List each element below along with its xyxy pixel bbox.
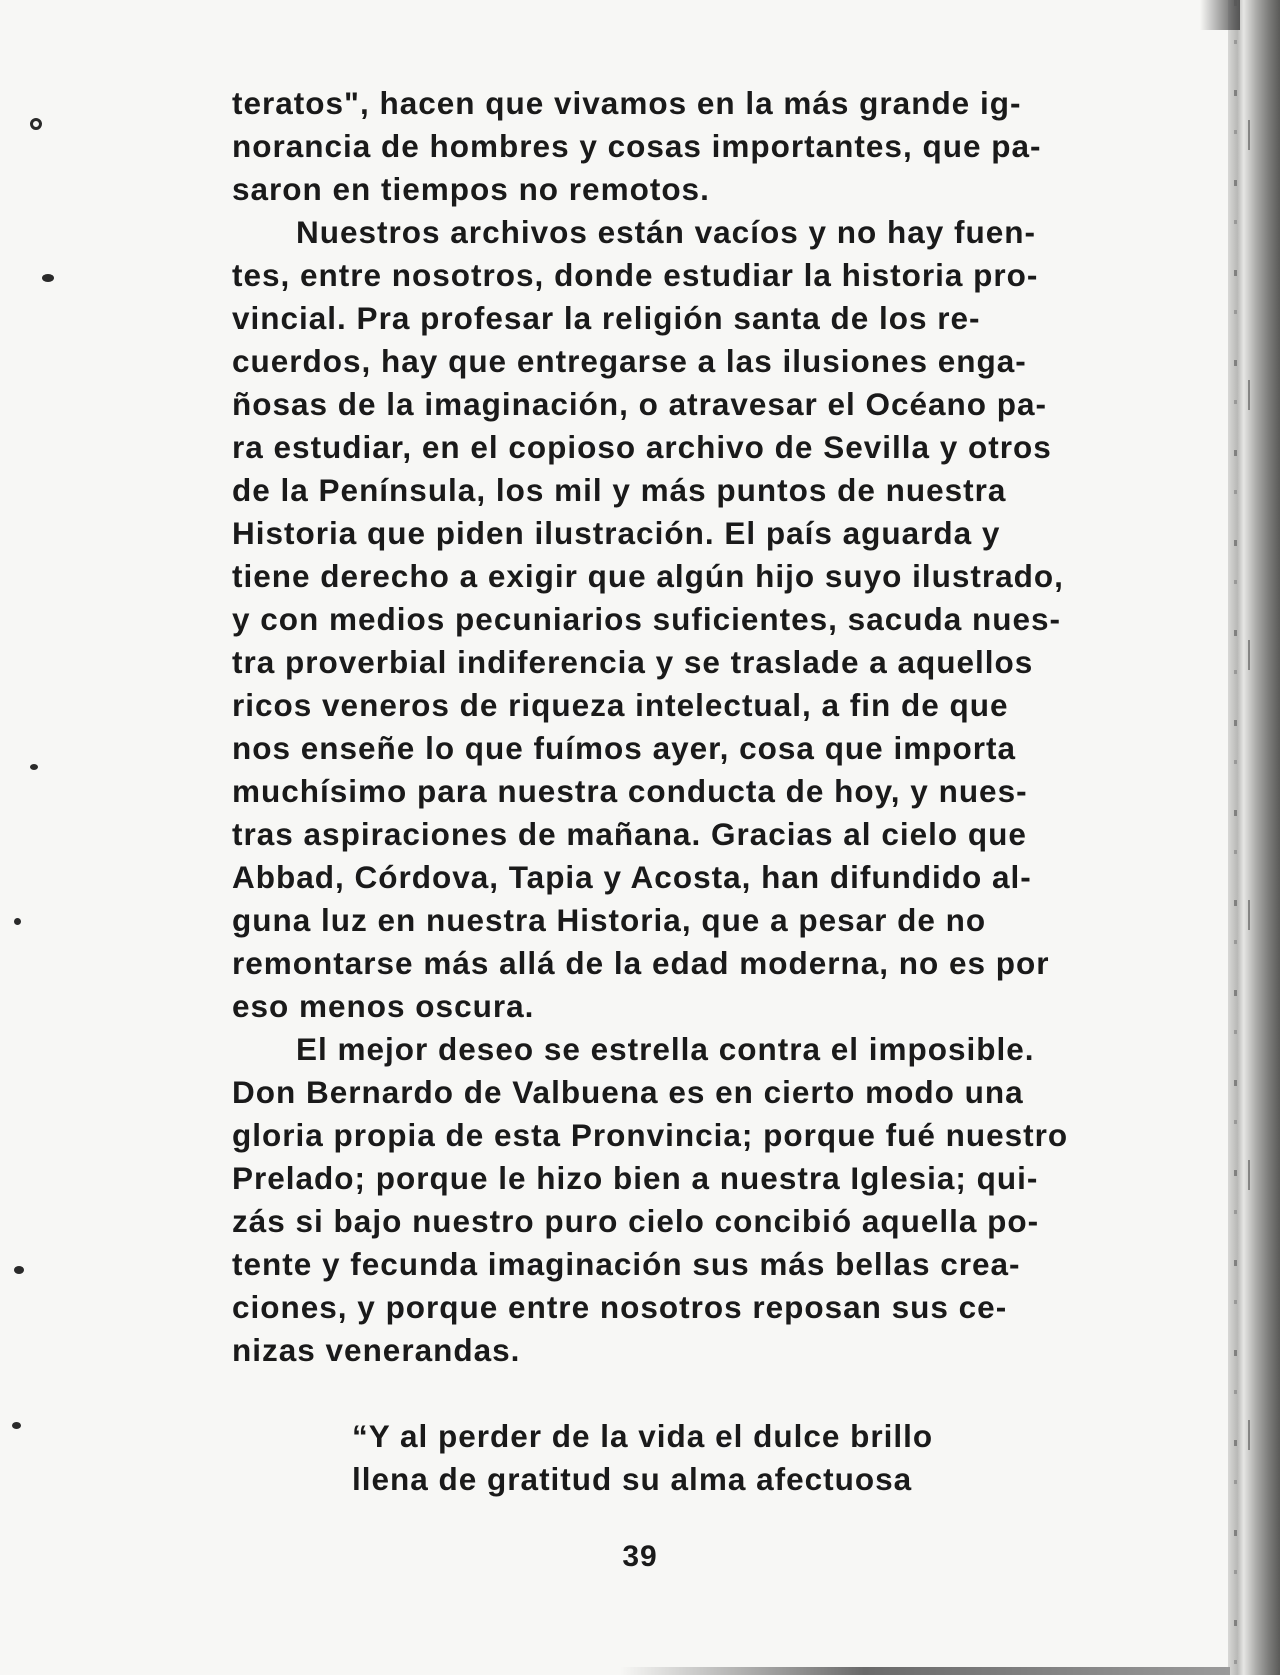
body-text	[232, 82, 1112, 1372]
text-line: Abbad, Córdova, Tapia y Acosta, han difundido al-	[232, 859, 1032, 895]
margin-speck	[30, 118, 42, 130]
text-line: saron en tiempos no remotos.	[232, 171, 710, 207]
text-line: Nuestros archivos están vacíos y no hay fuen-	[296, 214, 1036, 250]
text-line: ñosas de la imaginación, o atravesar el Océano pa-	[232, 386, 1048, 422]
text-line: nizas venerandas.	[232, 1332, 521, 1368]
margin-speck	[30, 764, 38, 770]
text-line: Historia que piden ilustración. El país aguarda y	[232, 515, 1001, 551]
text-line: y con medios pecuniarios suficientes, sacuda nues-	[232, 601, 1061, 637]
text-line: gloria propia de esta Pronvincia; porque fué nuestro	[232, 1117, 1069, 1153]
text-line: ciones, y porque entre nosotros reposan sus ce-	[232, 1289, 1008, 1325]
text-line: tente y fecunda imaginación sus más bellas crea-	[232, 1246, 1021, 1282]
text-line: muchísimo para nuestra conducta de hoy, y nues-	[232, 773, 1028, 809]
text-line: tras aspiraciones de mañana. Gracias al cielo que	[232, 816, 1027, 852]
corner-shadow	[1200, 0, 1240, 30]
text-line: tes, entre nosotros, donde estudiar la historia pro-	[232, 257, 1039, 293]
text-line: ra estudiar, en el copioso archivo de Sevilla y otros	[232, 429, 1052, 465]
text-line: Prelado; porque le hizo bien a nuestra Iglesia; qui-	[232, 1160, 1039, 1196]
text-line: El mejor deseo se estrella contra el imposible.	[296, 1031, 1035, 1067]
bottom-page-edge	[620, 1667, 1230, 1675]
text-line: eso menos oscura.	[232, 988, 535, 1024]
text-line: guna luz en nuestra Historia, que a pesar de no	[232, 902, 987, 938]
verse-line: “Y al perder de la vida el dulce brillo	[352, 1418, 934, 1454]
verse-quote	[352, 1414, 933, 1500]
text-line: tiene derecho a exigir que algún hijo suyo ilustrado,	[232, 558, 1064, 594]
margin-speck	[14, 1266, 24, 1274]
margin-speck	[12, 1422, 21, 1429]
text-line: vincial. Pra profesar la religión santa de los re-	[232, 300, 981, 336]
text-line: norancia de hombres y cosas importantes, que pa-	[232, 128, 1042, 164]
text-line: de la Península, los mil y más puntos de nuestra	[232, 472, 1007, 508]
text-line: Don Bernardo de Valbuena es en cierto modo una	[232, 1074, 1024, 1110]
text-line: nos enseñe lo que fuímos ayer, cosa que importa	[232, 730, 1016, 766]
page-number: 39	[622, 1540, 658, 1573]
margin-speck	[42, 274, 54, 282]
text-line: cuerdos, hay que entregarse a las ilusiones enga-	[232, 343, 1027, 379]
book-binding-edge	[1228, 0, 1280, 1675]
margin-speck	[14, 918, 21, 925]
text-line: teratos", hacen que vivamos en la más grande ig-	[232, 85, 1022, 121]
text-line: tra proverbial indiferencia y se traslade a aquellos	[232, 644, 1034, 680]
text-line: ricos veneros de riqueza intelectual, a fin de que	[232, 687, 1009, 723]
text-line: remontarse más allá de la edad moderna, no es por	[232, 945, 1050, 981]
text-line: zás si bajo nuestro puro cielo concibió aquella po-	[232, 1203, 1040, 1239]
verse-line: llena de gratitud su alma afectuosa	[352, 1461, 913, 1497]
